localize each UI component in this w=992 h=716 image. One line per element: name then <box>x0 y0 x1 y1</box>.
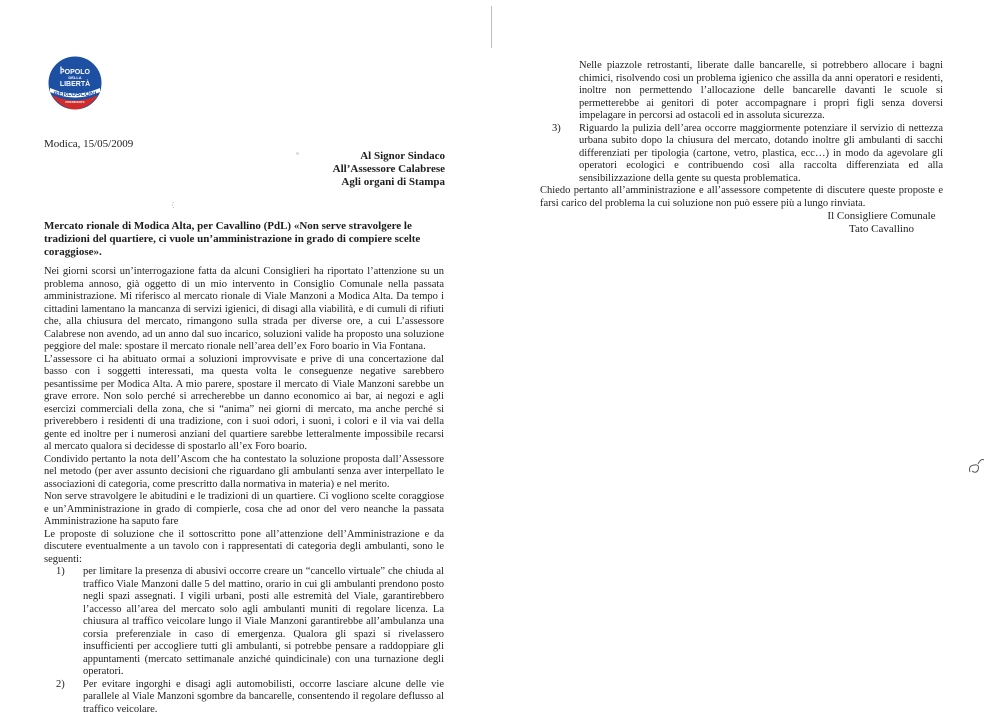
recipient-mayor: Al Signor Sindaco <box>290 150 445 163</box>
list-item <box>540 123 943 186</box>
proposal-list <box>44 566 444 716</box>
paragraph-assessor: L’assessore ci ha abituato ormai a soluzioni improvvisate e prive di una concertazione dal basso con i soggetti interessati, ma questa volta le conseguenze negative sarebbero pesantissime per Modica Alta. A mio parere, spostare il mercato di Viale Manzoni sarebbe un grave errore. Non solo perché si arrecherebbe un danno economico ai bar, ai negozi e agli esercizi commerciali della zona, che si “anima” nei giorni di mercato, ma anche perché si priverebbero i residenti di una tradizione, con i suoi odori, i suoni, i colori e il via vai della gente ed inoltre per i numerosi anziani del quartiere sarebbe letteralmente impossibile recarsi al mercato qualora si decidesse di spostarlo all’ex Foro boario. <box>44 354 444 454</box>
list-item <box>44 566 444 679</box>
body-left-column <box>44 266 444 716</box>
logo-line3: DELLA <box>68 75 81 80</box>
letter-date: Modica, 15/05/2009 <box>44 138 133 150</box>
logo-line2: POPOLO <box>60 69 91 76</box>
logo-line5: BERLUSCONI <box>54 91 97 98</box>
list-item-number: 1) <box>56 566 65 579</box>
recipient-assessor: All’Assessore Calabrese <box>290 163 445 176</box>
recipient-block <box>290 150 445 189</box>
party-logo <box>47 55 103 111</box>
continuation-text: Nelle piazzole retrostanti, liberate dalle bancarelle, si potrebbero allocare i bagni chimici, risolvendo così un problema igienico che assilla da anni operatori e residenti, inoltre non permettendo l’allocazione delle bancarelle davanti le scuole si permetterebbe ai genitori di poter accompagnare i propri figli senza doversi impelagare in percorsi ad ostacoli ed in assoluta sicurezza. <box>579 60 943 121</box>
signature-role: Il Consigliere Comunale <box>820 210 943 223</box>
list-item-text: per limitare la presenza di abusivi occorre creare un “cancello virtuale” che chiuda al traffico Viale Manzoni dalle 5 del mattino, orario in cui gli ambulanti prendono posto negli spazi assegnati. I vigili urbani, posti alle estremità del Viale, garantirebbero l’accesso all’area del mercato solo agli ambulanti muniti di regolare licenza. La chiusura al traffico veicolare lungo il Viale Manzoni garantirebbe all’ambulanza una corsia preferenziale in caso di emergenza. Qualora gli spazi si rivelassero insufficienti per accogliere tutti gli ambulanti, si potrebbe pensare a raddoppiare gli appuntamenti (mercato settimanale anziché quindicinale) con una turnazione degli operatori. <box>83 566 444 677</box>
paragraph-proposals-intro: Le proposte di soluzione che il sottoscritto pone all’attenzione dell’Amministrazione e da discutere eventualmente a un tavolo con i rappresentati di categoria degli ambulanti, sono le seguenti: <box>44 529 444 567</box>
list-item-text: Riguardo la pulizia dell’area occorre maggiormente potenziare il servizio di nettezza urbana subito dopo la chiusura del mercato, dotando inoltre gli ambulanti di sacchi differenziati per tipologia (cartone, vetro, plastica, ecc…) in modo da agevolare gli operatori ecologici e contribuendo così alla raccolta differenziata ed alla sensibilizzazione della gente su questa problematica. <box>579 123 943 184</box>
list-item-number: 3) <box>552 123 561 136</box>
body-right-column <box>540 60 943 210</box>
list-item-number: 2) <box>56 679 65 692</box>
list-item <box>44 679 444 716</box>
logo-line4: LIBERTÀ <box>60 79 90 88</box>
scan-fold-line <box>491 6 492 48</box>
scan-speck <box>171 201 175 209</box>
paragraph-intro: Nei giorni scorsi un’interrogazione fatta da alcuni Consiglieri ha riportato l’attenzione su un problema annoso, già oggetto di un mio intervento in Consiglio Comunale nella passata amministrazione. Mi riferisco al mercato rionale di Viale Manzoni a Modica Alta. Da tempo i cittadini lamentano la mancanza di servizi igienici, di disagi alla viabilità, e di cumuli di rifiuti che, alla chiusura del mercato, rimangono sulla strada per diverse ore, a cui L’assessore Calabrese non avendo, ad un anno dal suo incarico, soluzioni valide ha proposto una soluzione peggiore del male: spostare il mercato rionale nell’area dell’ex Foro boario in Via Fontana. <box>44 266 444 354</box>
list-item-continuation <box>540 60 943 123</box>
paragraph-ascom: Condivido pertanto la nota dell’Ascom che ha contestato la soluzione proposta dall’Assessore nel metodo (per aver assunto decisioni che riguardano gli ambulanti senza aver interpellato le associazioni di categoria, come prescritto dalla normativa in materia) e nel merito. <box>44 454 444 492</box>
paragraph-traditions: Non serve stravolgere le abitudini e le tradizioni di un quartiere. Ci vogliono scelte coraggiose e un’Amministrazione in grado di compierle, cosa che ad onor del vero neanche la passata Amministrazione ha saputo fare <box>44 491 444 529</box>
logo-line6: PRESIDENTE <box>65 100 84 104</box>
letter-headline: Mercato rionale di Modica Alta, per Cavallino (PdL) «Non serve stravolgere le tradizioni del quartiere, ci vuole un’amministrazione in grado di compiere scelte coraggiose». <box>44 220 444 259</box>
recipient-press: Agli organi di Stampa <box>290 176 445 189</box>
list-item-text: Per evitare ingorghi e disagi agli automobilisti, occorre lasciare alcune delle vie parallele al Viale Manzoni sgombre da bancarelle, consentendo il regolare deflusso al traffico veicolare. <box>83 679 444 715</box>
signature-name: Tato Cavallino <box>820 223 943 236</box>
signature-block <box>820 210 943 236</box>
pdl-logo-icon <box>47 55 103 111</box>
pen-mark <box>966 452 988 478</box>
logo-line1: IL <box>60 65 64 70</box>
paragraph-closing: Chiedo pertanto all’amministrazione e all’assessore competente di discutere queste proposte e farsi carico del problema la cui soluzione non può essere più a lungo rinviata. <box>540 185 943 210</box>
